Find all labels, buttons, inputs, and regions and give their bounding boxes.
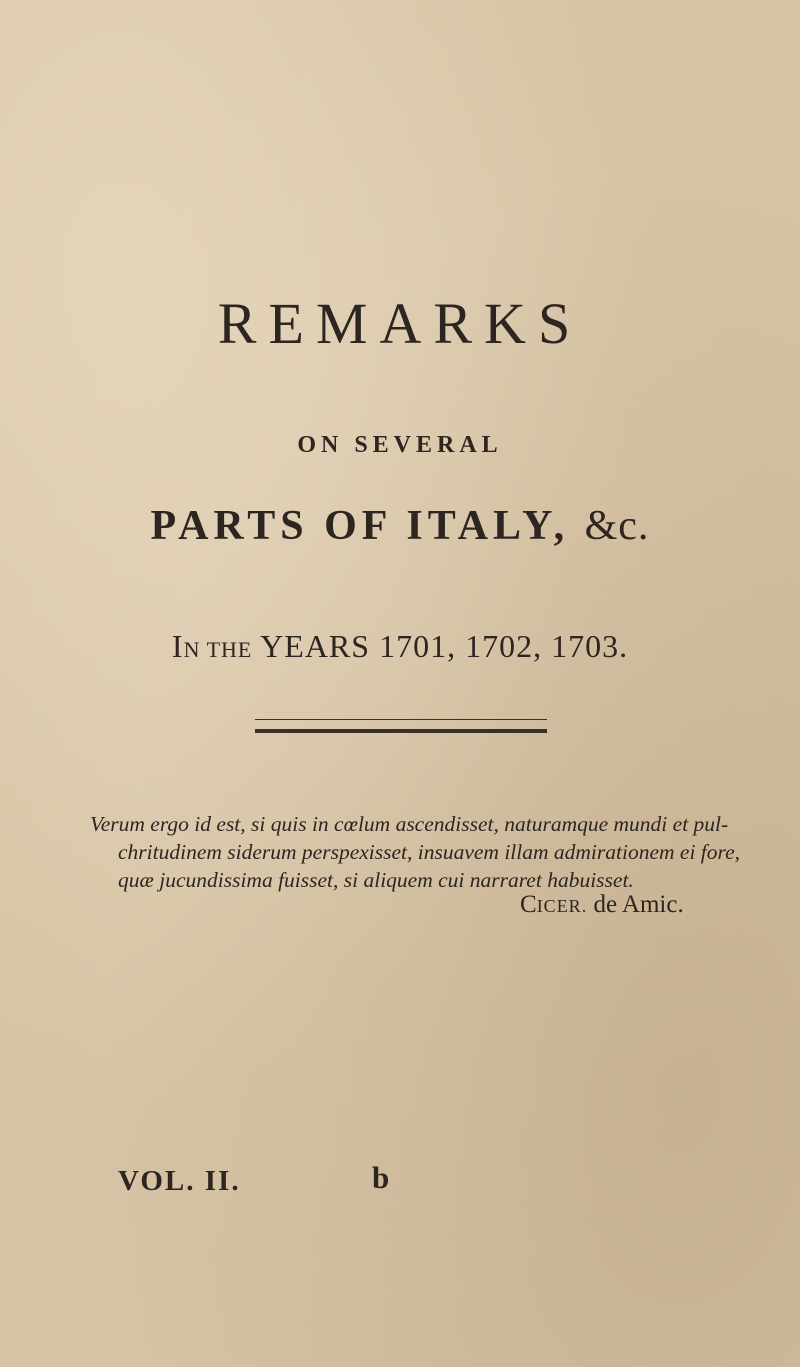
divider-rule-thin xyxy=(255,719,547,720)
title-years-line xyxy=(0,628,800,665)
attribution-smallcaps: ICER. xyxy=(536,896,588,916)
title-subline-on: ON SEVERAL xyxy=(297,432,503,458)
signature-mark: b xyxy=(372,1160,390,1195)
epigraph-quote xyxy=(90,810,741,894)
epigraph-line-3: quæ jucundissima fuisset, si aliquem cui narraret habuisset. xyxy=(118,868,634,892)
page-title: REMARKS xyxy=(217,291,583,356)
epigraph-line-2: chritudinem siderum perspexisset, insuavem illam admirationem ei fore, xyxy=(118,840,741,864)
epigraph-line-1: Verum ergo id est, si quis in cœlum ascendisset, naturamque mundi et pul- xyxy=(90,812,729,836)
volume-number: VOL. II. xyxy=(118,1165,241,1197)
divider-rule-thick xyxy=(255,729,547,733)
title-parts-text: PARTS OF ITALY, xyxy=(150,503,570,549)
title-years-smallcaps: N THE xyxy=(183,637,253,662)
attribution-initial: C xyxy=(520,891,537,918)
title-parts-of-italy xyxy=(0,502,800,550)
title-years-initial: I xyxy=(171,628,184,664)
title-etc: &c. xyxy=(584,503,650,549)
attribution-work: de Amic. xyxy=(587,891,684,918)
epigraph-attribution xyxy=(520,891,684,919)
title-years-text: YEARS 1701, 1702, 1703. xyxy=(260,628,629,664)
